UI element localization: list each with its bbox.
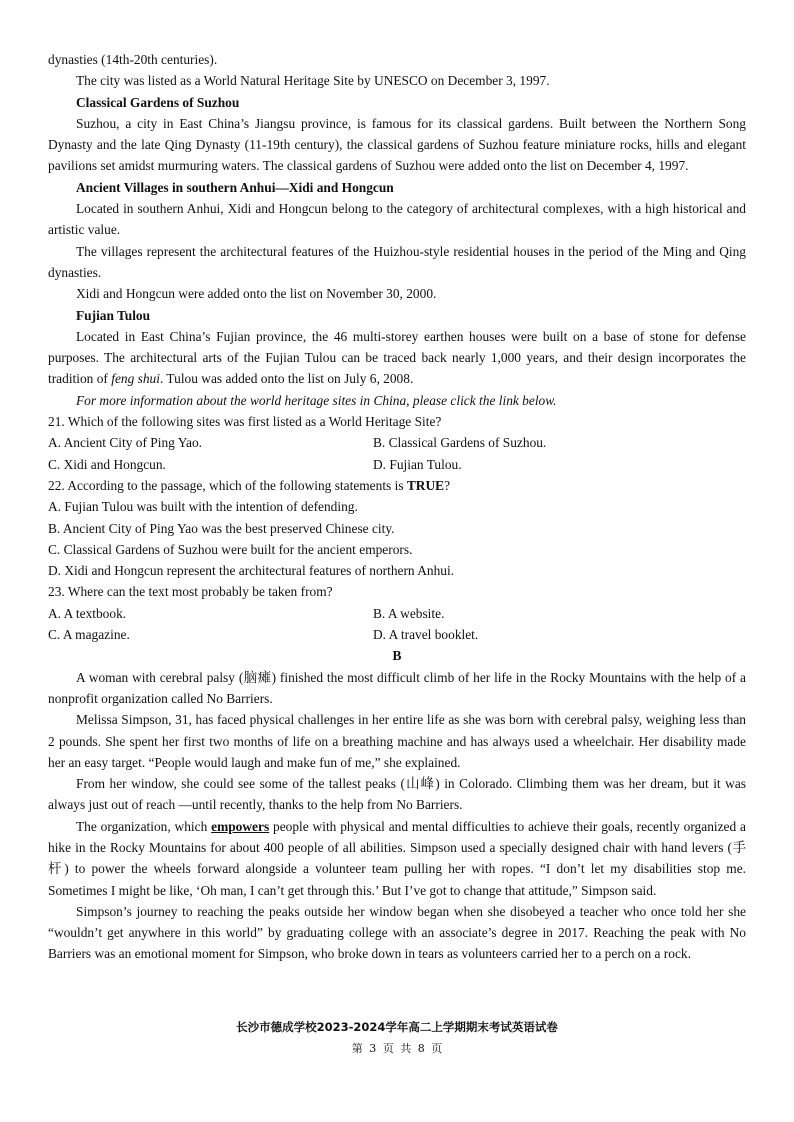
option: B. A website.: [373, 605, 445, 621]
passage-a-paragraph: Xidi and Hongcun were added onto the list on November 30, 2000.: [76, 286, 437, 302]
italic-term: feng shui: [111, 371, 160, 387]
question-22: [48, 475, 746, 496]
text-segment: 22. According to the passage, which of the following statements is: [48, 477, 407, 493]
passage-a-continued: dynasties (14th-20th centuries).: [48, 52, 218, 67]
option: D. Fujian Tulou.: [373, 456, 462, 472]
option: A. A textbook.: [48, 605, 127, 621]
passage-b-paragraph: From her window, she could see some of the tallest peaks (山峰) in Colorado. Climbing them was her dream, but it was always just out of reach —until recently, thanks to the help from No Barriers.: [48, 776, 746, 813]
question-23: 23. Where can the text most probably be taken from?: [48, 584, 333, 600]
passage-b-paragraph: Melissa Simpson, 31, has faced physical challenges in her entire life as she was born with cerebral palsy, weighing less than 2 pounds. She spent her first two months of life on a breathing machine and has always used a wheelchair. Her disability made her an easy target. “People would laugh and make fun of me,” she explained.: [48, 712, 746, 770]
passage-a-paragraph: The villages represent the architectural features of the Huizhou-style residential houses in the period of the Ming and Qing dynasties.: [48, 243, 746, 280]
option: C. Classical Gardens of Suzhou were built for the ancient emperors.: [48, 541, 413, 557]
exam-title: 长沙市德成学校2023-2024学年高二上学期期末考试英语试卷: [236, 1020, 558, 1034]
passage-b-paragraph: Simpson’s journey to reaching the peaks outside her window began when she disobeyed a teacher who once told her she “wouldn’t get anywhere in this world” by graduating college with an associate’s degree in 2017. Reaching the peak with No Barriers was an emotional moment for Simpson, who broke down in tears as volunteers carried her to a perch on a rock.: [48, 903, 746, 962]
document-page: [48, 49, 746, 965]
heading-classical-gardens: Classical Gardens of Suzhou: [76, 94, 240, 110]
text-segment: Located in East China’s Fujian province, the 46 multi-storey earthen houses were built on a base of stone for defense purposes. The architectural arts of the Fujian Tulou can be traced back nearly 1,000 years, and their design incorporates the tradition of: [48, 328, 746, 387]
text-segment: people with physical and mental difficulties to achieve their goals, recently organized a hike in the Rocky Mountains for about 400 people of all abilities. Simpson used a specially designed chair with hand levers (手杆) to power the wheels forward alongside a volunteer team pulling her with ropes. “I don’t let my disabilities stop me. Sometimes I might be like, ‘Oh man, I can’t get through this.’ But I’ve got to change that attitude,” Simpson said.: [48, 818, 746, 898]
options-row: [48, 603, 746, 624]
more-info-note: For more information about the world heritage sites in China, please click the link below.: [76, 392, 557, 408]
passage-a-paragraph: [48, 326, 746, 390]
section-label-b: B: [392, 648, 402, 664]
options-row: [48, 432, 746, 453]
option: B. Ancient City of Ping Yao was the best preserved Chinese city.: [48, 520, 395, 536]
text-segment: . Tulou was added onto the list on July 6, 2008.: [159, 371, 414, 387]
heading-fujian-tulou: Fujian Tulou: [76, 307, 151, 323]
options-row: [48, 454, 746, 475]
heading-ancient-villages: Ancient Villages in southern Anhui—Xidi and Hongcun: [76, 179, 394, 195]
options-row: [48, 624, 746, 645]
passage-a-paragraph: Suzhou, a city in East China’s Jiangsu province, is famous for its classical gardens. Built between the Northern Song Dynasty and the late Qing Dynasty (11-19th century), the classical gardens of Suzhou feature miniature rocks, hills and elegant pavilions set amidst murmuring waters. The classical gardens of Suzhou were added onto the list on December 4, 1997.: [48, 115, 746, 174]
option: D. A travel booklet.: [373, 627, 479, 643]
passage-a-paragraph: Located in southern Anhui, Xidi and Hongcun belong to the category of architectural complexes, with a high historical and artistic value.: [48, 201, 746, 238]
option: A. Ancient City of Ping Yao.: [48, 435, 203, 451]
option: A. Fujian Tulou was built with the intention of defending.: [48, 499, 358, 515]
passage-b-paragraph: [48, 816, 746, 901]
page-number: 第 3 页 共 8 页: [351, 1042, 443, 1055]
text-segment: ?: [444, 477, 451, 493]
option: C. Xidi and Hongcun.: [48, 456, 166, 472]
passage-b-paragraph: A woman with cerebral palsy (脑瘫) finished the most difficult climb of her life in the Rocky Mountains with the help of a nonprofit organization called No Barriers.: [48, 669, 746, 706]
underlined-word: empowers: [211, 818, 270, 834]
option: B. Classical Gardens of Suzhou.: [373, 435, 547, 451]
option: D. Xidi and Hongcun represent the architectural features of northern Anhui.: [48, 563, 455, 579]
question-21: 21. Which of the following sites was first listed as a World Heritage Site?: [48, 414, 442, 430]
text-segment: The organization, which: [76, 818, 212, 834]
emphasis-true: TRUE: [406, 477, 445, 493]
option: C. A magazine.: [48, 627, 130, 643]
page-footer: [0, 1017, 794, 1059]
passage-a-paragraph: The city was listed as a World Natural Heritage Site by UNESCO on December 3, 1997.: [76, 73, 550, 89]
